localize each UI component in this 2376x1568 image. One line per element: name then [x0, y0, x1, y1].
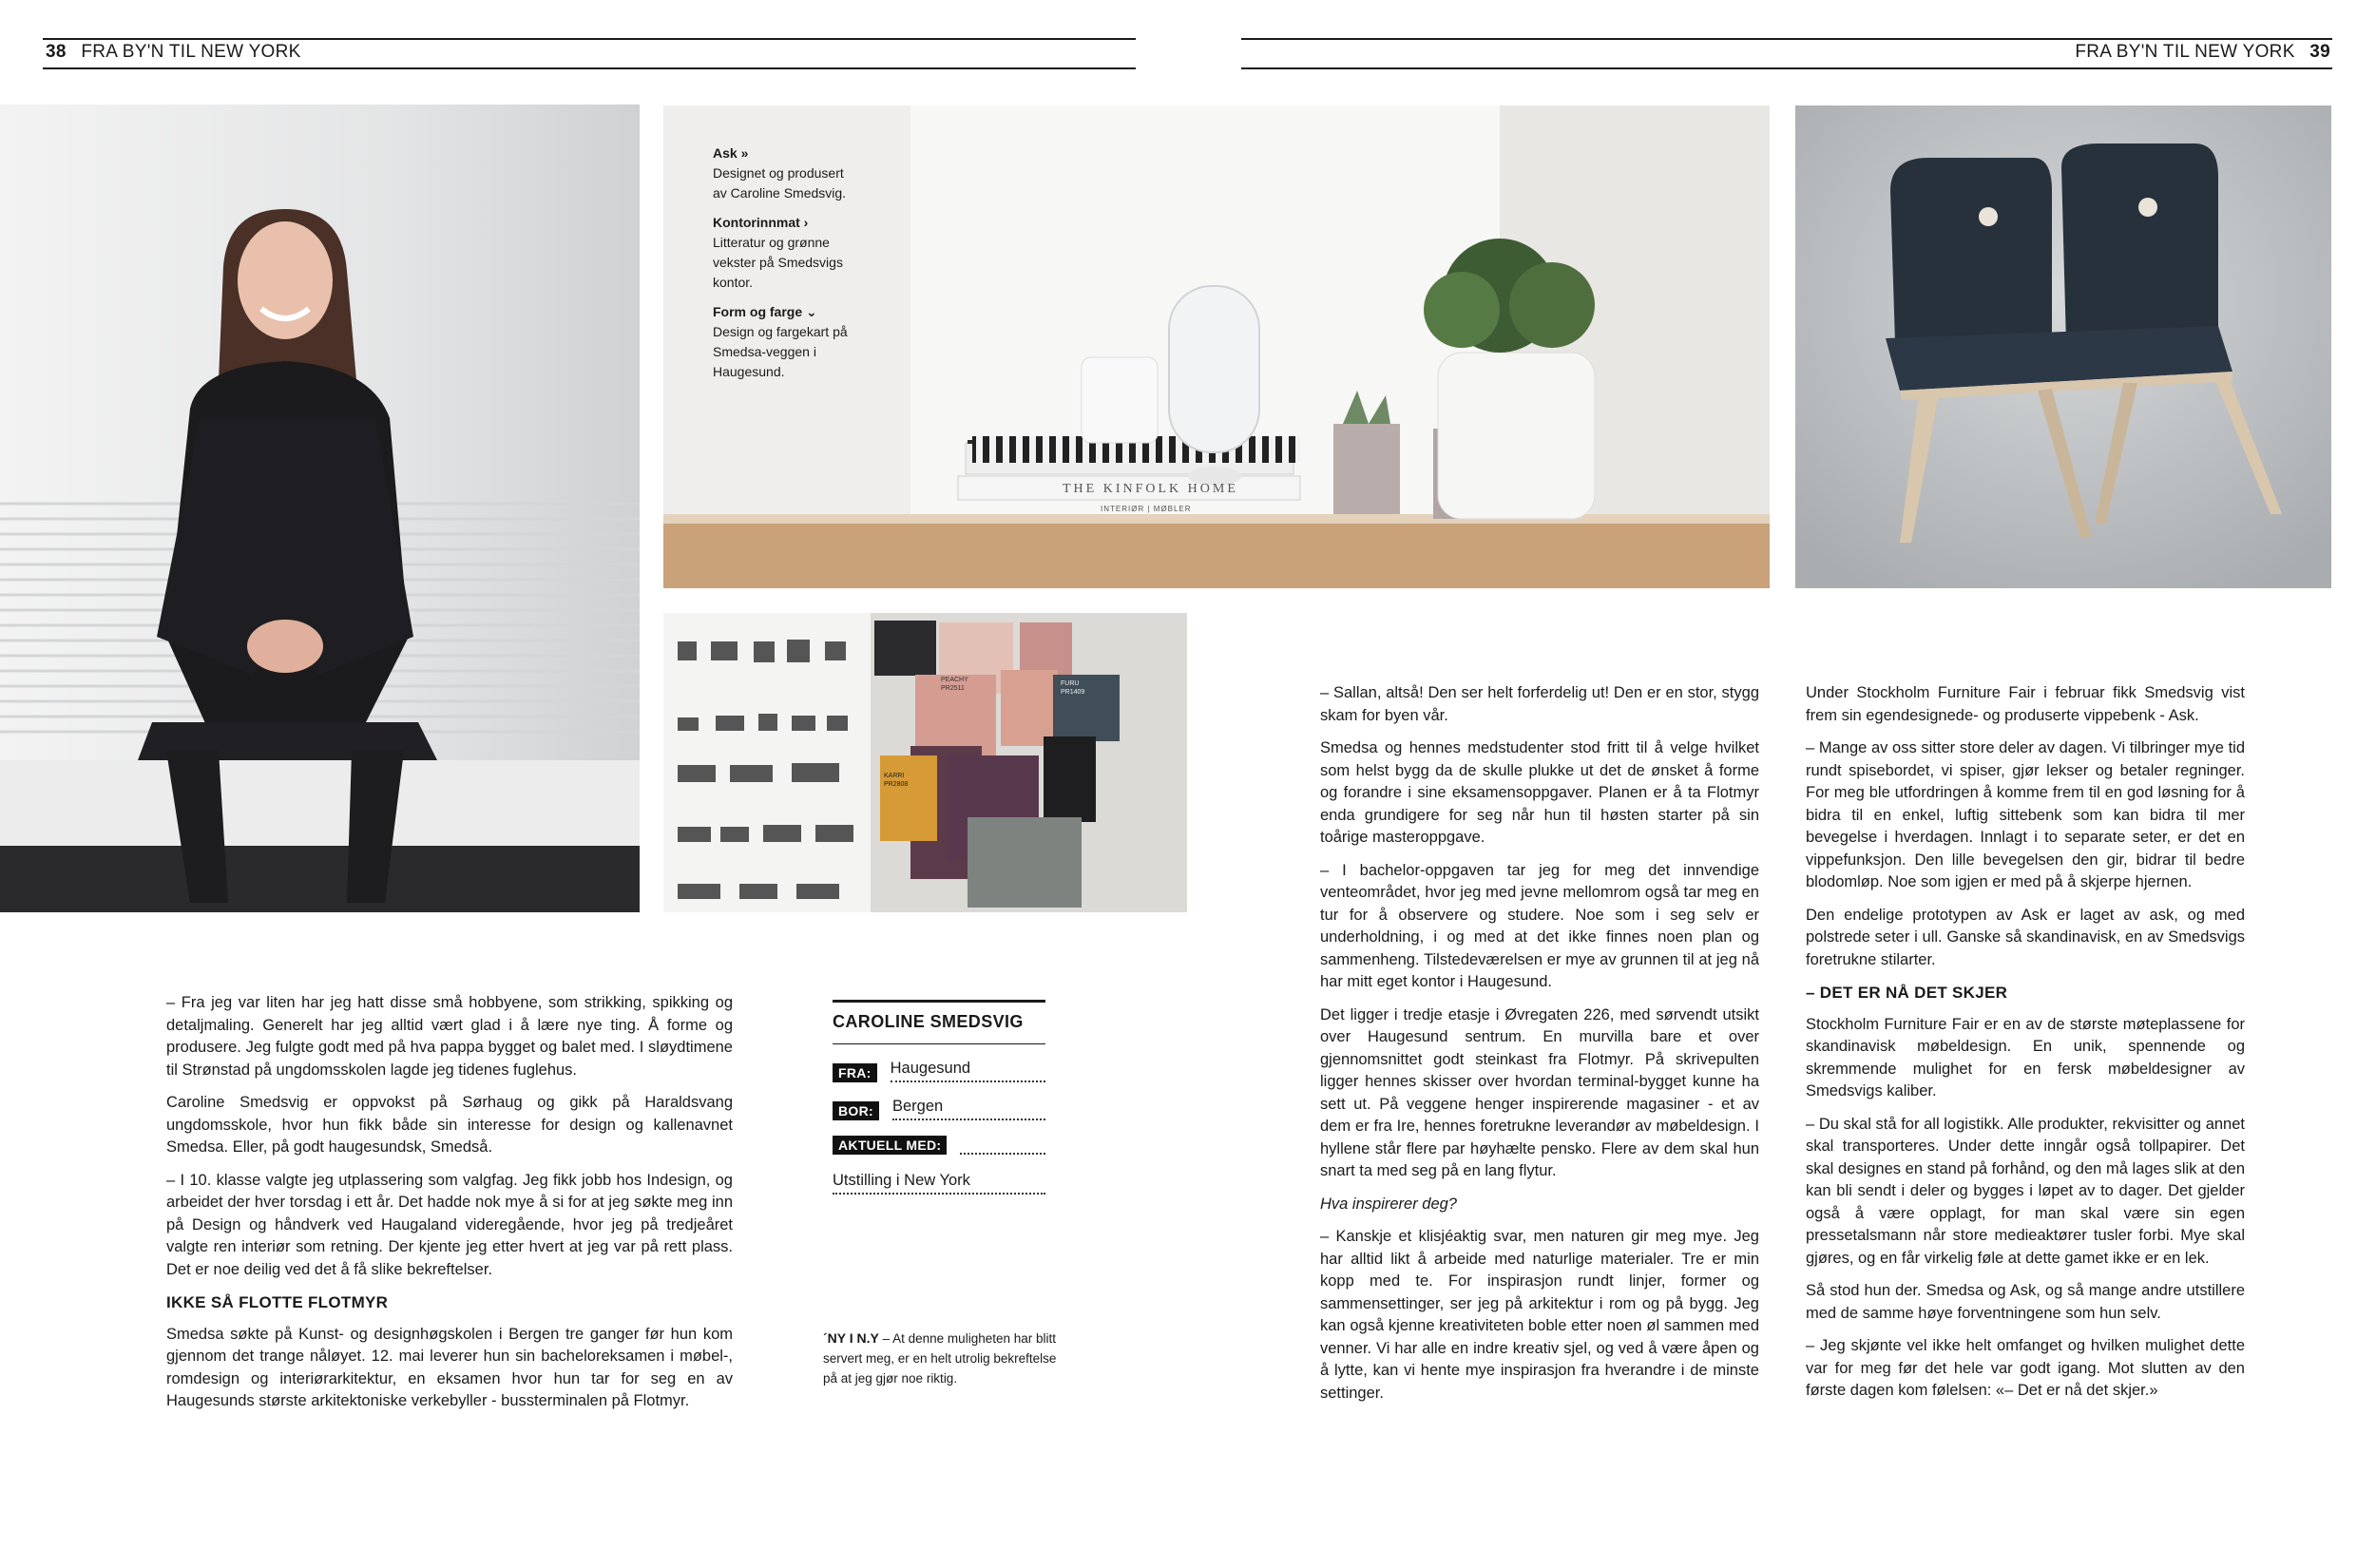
- col4-paragraph-3: Den endelige prototypen av Ask er laget av ask, og med polstrede seter i ull. Ganske så skandinavisk, en av Smedsvigs foretrukne stilarter.: [1806, 906, 2245, 968]
- col4-paragraph-7: – Jeg skjønte vel ikke helt omfanget og hvilken mulighet dette var for meg før det hele var godt igang. Mot slutten av den første dagen kom følelsen: «– Det er nå det skjer.»: [1806, 1337, 2245, 1399]
- paint-chip-furu: FURU PR1409: [1061, 680, 1085, 696]
- chair-photo: [1795, 105, 2331, 588]
- note-text: – At denne muligheten har blitt servert meg, er en helt utrolig bekreftelse på at jeg gjør noe riktig.: [823, 1331, 1057, 1386]
- col1-paragraph-4: Smedsa søkte på Kunst- og designhøgskolen i Bergen tre ganger før hun kom gjennom det trange nåløyet. 12. mai leverer hun sin bacheloreksamen i møbel-, romdesign og interiørarkitektur, en eksamen hvor hun tar for seg en av Haugesunds største arkitektoniske verkebyller - bussterminalen på Flotmyr.: [166, 1325, 733, 1409]
- col4-paragraph-5: – Du skal stå for all logistikk. Alle produkter, rekvisitter og annet skal transporteres. Under dette inngår også tollpapirer. Det skal designes en stand på forhånd, og den må lages slik at den kan bli sendt i deler og bygges i løpet av to dager. Det gjelder også å være opplagt, for man skal være sin egen pressetalsmann når store medieaktører tusler forbi. Mye skal gjøres, og en får virkelig føle at dette gamet ikke er en lek.: [1806, 1115, 2245, 1267]
- col3-question: Hva inspirerer deg?: [1320, 1195, 1457, 1213]
- left-page-number: 38: [46, 42, 67, 62]
- article-column-3: [1320, 682, 1759, 1415]
- factbox-current-value: Utstilling i New York: [833, 1172, 1045, 1195]
- header-rule-left-top: [43, 38, 1136, 40]
- header-rule-right-bottom: [1241, 67, 2332, 69]
- profile-factbox: [833, 1000, 1045, 1195]
- factbox-row-from: [833, 1060, 1045, 1082]
- col4-subheading: – DET ER NÅ DET SKJER: [1806, 984, 2008, 1002]
- factbox-from-label: FRA:: [833, 1063, 877, 1082]
- side-quote-note: [823, 1329, 1061, 1388]
- left-page-header: [36, 42, 301, 63]
- factbox-lives-label: BOR:: [833, 1101, 879, 1120]
- caption-office-text: Litteratur og grønne vekster på Smedsvigs kontor.: [713, 235, 843, 290]
- right-page-number: 39: [2309, 42, 2330, 62]
- col3-paragraph-3: – I bachelor-oppgaven tar jeg for meg det innvendige venteområdet, hvor jeg med jevne mellomrom også tar meg en tur for å observere og studere. Noe som i seg selv er underholdning, i og med at det ikke finnes noen plan og sammenheng. Tilstedeværelsen er mye av grunnen til at jeg nå har mitt eget kontor i Haugesund.: [1320, 861, 1759, 990]
- factbox-current-label: AKTUELL MED:: [833, 1136, 947, 1155]
- portrait-illustration: [0, 105, 640, 912]
- factbox-name: CAROLINE SMEDSVIG: [833, 1003, 1045, 1044]
- article-column-4: [1806, 682, 2245, 1413]
- col3-paragraph-4: Det ligger i tredje etasje i Øvregaten 226, med sørvendt utsikt over Haugesund sentrum. En murvilla bare et over gjennomsnittet godt steinkast fra Flotmyr. På skrivepulten ligger hennes skisser over hvordan terminal-bygget kunne ha sett ut. På veggene henger inspirerende magasiner - et av dem er fra Ire, hennes foretrukne leverandør av møbeldesign. I hyllene står flere par høyhælte pensko. Flere av dem skal hun snart ta med seg på en lang flytur.: [1320, 1005, 1759, 1179]
- col4-paragraph-1: Under Stockholm Furniture Fair i februar fikk Smedsvig vist frem sin egendesignede- og produserte vippebenk - Ask.: [1806, 684, 2245, 724]
- factbox-dotted-leader: [960, 1139, 1045, 1155]
- right-running-title: FRA BY'N TIL NEW YORK: [2075, 42, 2295, 62]
- caption-item-form: [713, 302, 860, 382]
- caption-item-ask: [713, 143, 860, 203]
- factbox-row-current: [833, 1136, 1045, 1155]
- shelf-photo: [663, 105, 1770, 588]
- col3-paragraph-1: – Sallan, altså! Den ser helt forferdelig ut! Den er en stor, stygg skam for byen vår.: [1320, 684, 1759, 724]
- col1-subheading: IKKE SÅ FLOTTE FLOTMYR: [166, 1293, 389, 1311]
- note-label: ´NY I N.Y: [823, 1330, 879, 1346]
- col1-paragraph-3: – I 10. klasse valgte jeg utplassering som valgfag. Jeg fikk jobb hos Indesign, og arbeidet der hver torsdag i ett år. Det hadde nok mye å si for at jeg søkte meg inn på Design og håndverk ved Haugaland videregående, hvor jeg på tredjeåret valgte ren interiør som retning. Der kjente jeg etter hvert at jeg var på rett plass. Det er noe deilig ved det å få slike bekreftelser.: [166, 1171, 733, 1278]
- factbox-from-value: Haugesund: [891, 1060, 1045, 1082]
- caption-office-title: Kontorinnmat ›: [713, 215, 809, 230]
- moodboard-illustration: [663, 613, 1187, 912]
- col3-paragraph-2: Smedsa og hennes medstudenter stod fritt til å velge hvilket som helst bygg da de skulle plukke ut det de ønsket å forme og forandre i sine eksamensoppgaver. Planen er å ta Flotmyr enda grundigere for seg når hun til høsten starter på sin toårige masteroppgave.: [1320, 739, 1759, 846]
- left-running-title: FRA BY'N TIL NEW YORK: [81, 42, 301, 62]
- col3-paragraph-5: – Kanskje et klisjéaktig svar, men naturen gir meg mye. Jeg har alltid likt å arbeide med naturlige materialer. Tre er min kopp med te. For inspirasjon rundt linjer, former og sammensettinger, ser jeg på arkitektur i rom og på bygg. Jeg kan også kjenne kreativiteten boble etter noen øl sammen med venner. Vi har alle en indre kreativ sjel, og ved å være åpen og å lytte, kan vi hente mye inspirasjon fra hverandre i de minste settinger.: [1320, 1228, 1759, 1402]
- col1-paragraph-1: – Fra jeg var liten har jeg hatt disse små hobbyene, som strikking, spikking og detaljmaling. Generelt har jeg alltid vært glad i å lære nye ting. Å forme og produsere. Jeg fulgte godt med på hva pappa bygget og balet med. I sløydtimene til Strønstad på ungdomsskolen lagde jeg tidenes fuglehus.: [166, 994, 733, 1079]
- paint-chip-peachy: PEACHY PR2511: [941, 677, 968, 692]
- caption-ask-text: Designet og produsert av Caroline Smedsvig.: [713, 165, 847, 201]
- caption-item-office: [713, 213, 860, 293]
- col1-paragraph-2: Caroline Smedsvig er oppvokst på Sørhaug og gikk på Haraldsvang ungdomsskole, hvor hun fikk både sin interesse for design og kallenavnet Smedsa. Eller, på godt haugesundsk, Smedså.: [166, 1094, 733, 1156]
- col4-paragraph-6: Så stod hun der. Smedsa og Ask, og så mange andre utstillere med de samme høye forventningene som hun selv.: [1806, 1282, 2245, 1322]
- portrait-photo: [0, 105, 640, 912]
- factbox-row-lives: [833, 1098, 1045, 1120]
- caption-form-title: Form og farge ⌄: [713, 304, 817, 319]
- factbox-lives-value: Bergen: [892, 1098, 1045, 1120]
- caption-ask-title: Ask »: [713, 145, 749, 161]
- photo-caption: [713, 143, 860, 392]
- col4-paragraph-4: Stockholm Furniture Fair er en av de største møteplassene for skandinavisk møbeldesign. En unik, spennende og skremmende mulighet for en fersk møbeldesigner av Smedsvigs kaliber.: [1806, 1015, 2245, 1100]
- ask-bench-illustration: [1795, 105, 2331, 588]
- header-rule-right-top: [1241, 38, 2332, 40]
- book-subtitle: INTERIØR | MØBLER: [1101, 505, 1192, 513]
- book-title: THE KINFOLK HOME: [1063, 482, 1238, 496]
- paint-chip-karri: KARRI PR2808: [884, 773, 909, 788]
- caption-form-text: Design og fargekart på Smedsa-veggen i Haugesund.: [713, 324, 848, 379]
- header-rule-left-bottom: [43, 67, 1136, 69]
- article-column-1: [166, 992, 733, 1424]
- right-page-header: [2075, 42, 2340, 63]
- col4-paragraph-2: – Mange av oss sitter store deler av dagen. Vi tilbringer mye tid rundt spisebordet, vi spiser, gjør lekser og betaler regninger. For meg ble utfordringen å komme frem til en god løsning for å bidra til en enkel, luftig sittebenk som kan bidra til mer bevegelse i hverdagen. Innlagt i to separate seter, er det en vippefunksjon. Den lille bevegelsen den gir, bidrar til bedre blodomløp. Noe som igjen er med på å skjerpe hjernen.: [1806, 739, 2245, 890]
- moodboard-photo: [663, 613, 1187, 912]
